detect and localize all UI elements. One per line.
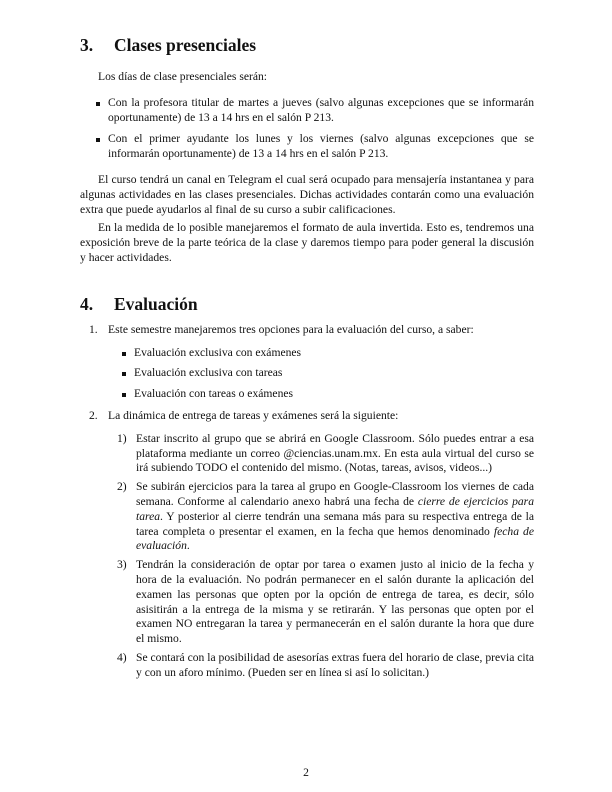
delivery-steps — [108, 432, 534, 681]
section-3-intro: Los días de clase presenciales serán: — [98, 70, 268, 83]
bullet-icon — [96, 102, 100, 106]
list-item: 2) Se subirán ejercicios para la tarea al grupo en Google-Classroom los viernes de cada semana. Conforme al calendario anexo habrá una fecha de cierre de ejercicios para tarea. Y posterior al cierre tendrán una semana más para su respectiva entrega de la tarea completa o presentar el examen, en la fecha que hemos denominado fecha de evaluación. — [117, 480, 534, 553]
section-3-number: 3. — [80, 35, 94, 55]
section-3-bullet-list — [80, 96, 534, 162]
bullet-icon — [122, 352, 126, 356]
page-number: 2 — [303, 766, 309, 779]
list-item: Con el primer ayudante los lunes y los viernes (salvo algunas excepciones que se informarán oportunamente) de 13 a 14 hrs en el salón P 213. — [80, 132, 534, 162]
section-4-title: Evaluación — [114, 293, 198, 314]
list-item: 4) Se contará con la posibilidad de asesorías extras fuera del horario de clase, previa cita y con un aforo mínimo. (Pueden ser en línea si así lo solicitan.) — [117, 650, 534, 679]
list-item: Evaluación exclusiva con tareas — [108, 366, 534, 381]
evaluation-options — [108, 346, 534, 402]
bullet-icon — [122, 393, 126, 397]
section-3-paragraph-telegram: El curso tendrá un canal en Telegram el cual será ocupado para mensajería instantanea y para algunas actividades en las clases presenciales. Dichas actividades contarán como una evaluación extra que puede ayudarlos al final de su curso a subir calificaciones. — [80, 172, 534, 216]
bullet-icon — [122, 372, 126, 376]
list-item: 1. Este semestre manejaremos tres opciones para la evaluación del curso, a saber: Evaluación exclusiva con exámenes Evaluación exclusiva con tareas Evaluación con tareas o exámenes — [80, 323, 534, 402]
section-3-paragraph-aula: En la medida de lo posible manejaremos el formato de aula invertida. Esto es, tendremos una exposición breve de la parte teórica de la clase y daremos tiempo para poder general la discusión y hacer actividades. — [80, 221, 534, 264]
section-4-heading — [80, 293, 534, 315]
section-3-title: Clases presenciales — [114, 35, 257, 55]
section-4-number: 4. — [80, 293, 94, 314]
list-item: Evaluación exclusiva con exámenes — [108, 346, 534, 361]
bullet-icon — [96, 138, 100, 142]
list-item: Con la profesora titular de martes a jueves (salvo algunas excepciones que se informarán oportunamente) de 13 a 14 hrs en el salón P 213. — [80, 96, 534, 126]
list-item: 1) Estar inscrito al grupo que se abrirá en Google Classroom. Sólo puedes entrar a esa plataforma mediante un correo @ciencias.unam.mx. En esta aula virtual del curso se irá subiendo TODO el contenido del mismo. (Notas, tareas, avisos, videos...) — [117, 431, 534, 475]
evaluation-list — [80, 323, 534, 681]
list-item: Evaluación con tareas o exámenes — [108, 387, 534, 402]
document-page — [80, 34, 534, 685]
list-item: 2. La dinámica de entrega de tareas y exámenes será la siguiente: 1) Estar inscrito al grupo que se abrirá en Google Classroom. Sólo puedes entrar a esa plataforma mediante un correo @ciencias.unam.mx. En esta aula virtual del curso se irá subiendo TODO el contenido del mismo. (Notas, tareas, avisos, videos...) 2) Se subirán ejercicios para la tarea al grupo en Google-Classroom los viernes de cada semana. Conforme al calendario anexo habrá una fecha de cierre de ejercicios para tarea. Y posterior al cierre tendrán una semana más para su respectiva entrega de la tarea completa o presentar el examen, en la fecha que hemos denominado fecha de evaluación. 3) Tendrán la consideración de optar por tarea o examen justo al inicio de la fecha y hora de la evaluación. No podrán permanecer en el salón durante la aplicación del examen las personas que opten por la opción de entrega de tarea, es decir, sólo asisitirán a la entrega de la misma y se retirarán. Y las personas que opten por el examen NO entregaran la tarea y permanecerán en el salón durante la hora que dure el mismo. 4) Se contará con la posibilidad de asesorías extras fuera del horario de clase, previa cita y con un aforo mínimo. (Pueden ser en línea si así lo solicitan.) — [89, 408, 534, 679]
list-item: 3) Tendrán la consideración de optar por tarea o examen justo al inicio de la fecha y hora de la evaluación. No podrán permanecer en el salón durante la aplicación del examen las personas que opten por la opción de entrega de tarea, es decir, sólo asisitirán a la entrega de la misma y se retirarán. Y las personas que opten por el examen NO entregaran la tarea y permanecerán en el salón durante la hora que dure el mismo. — [117, 558, 534, 646]
section-3-heading — [80, 34, 534, 56]
